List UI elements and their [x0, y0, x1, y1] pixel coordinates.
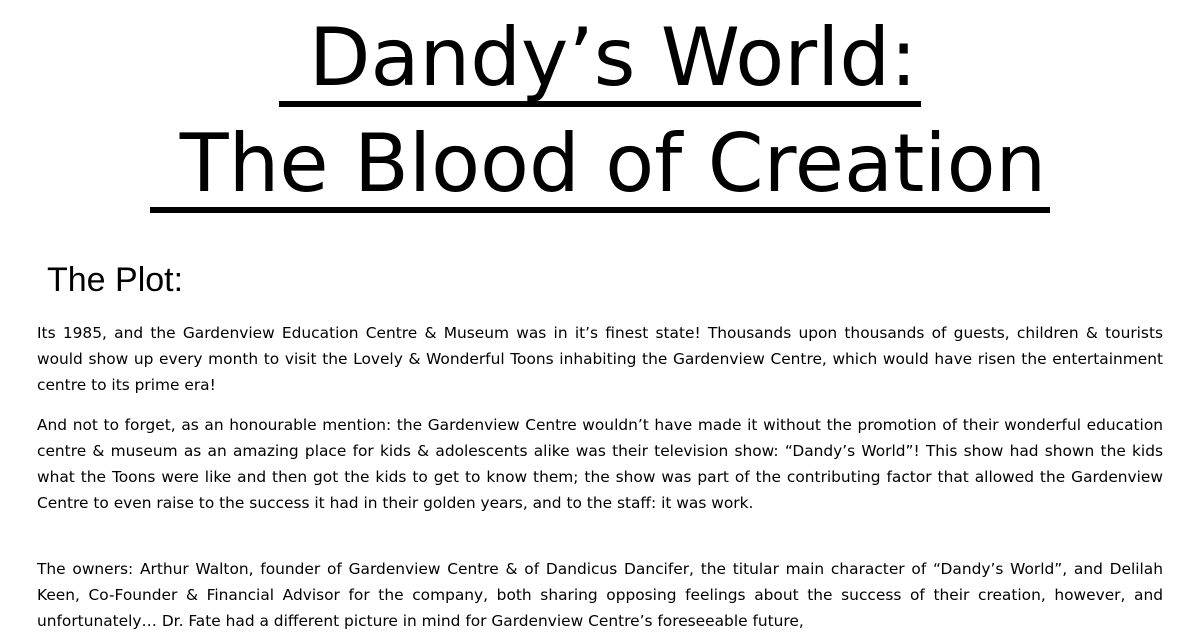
- document-title-line-2: [0, 114, 1200, 214]
- section-heading-plot: The Plot:: [47, 261, 184, 299]
- title-text-2: The Blood of Creation: [150, 121, 1050, 213]
- paragraph-2: And not to forget, as an honourable mention: the Gardenview Centre wouldn’t have made it without the promotion of their wonderful education centre & museum as an amazing place for kids & adolescents alike was their television show: “Dandy’s World”! This show had shown the kids what the Toons were like and then got the kids to get to know them; the show was part of the contributing factor that allowed the Gardenview Centre to even raise to the success it had in their golden years, and to the staff: it was work.: [37, 416, 1163, 512]
- title-text-1: Dandy’s World:: [279, 15, 921, 107]
- paragraph-3: The owners: Arthur Walton, founder of Gardenview Centre & of Dandicus Dancifer, the titular main character of “Dandy’s World”, and Delilah Keen, Co-Founder & Financial Advisor for the company, both sharing opposing feelings about the success of their creation, however, and unfortunately… Dr. Fate had a different picture in mind for Gardenview Centre’s foreseeable future,: [37, 560, 1163, 630]
- paragraph-1: Its 1985, and the Gardenview Education Centre & Museum was in it’s finest state! Thousands upon thousands of guests, children & tourists would show up every month to visit the Lovely & Wonderful Toons inhabiting the Gardenview Centre, which would have risen the entertainment centre to its prime era!: [37, 324, 1163, 394]
- document-title-line-1: [0, 8, 1200, 108]
